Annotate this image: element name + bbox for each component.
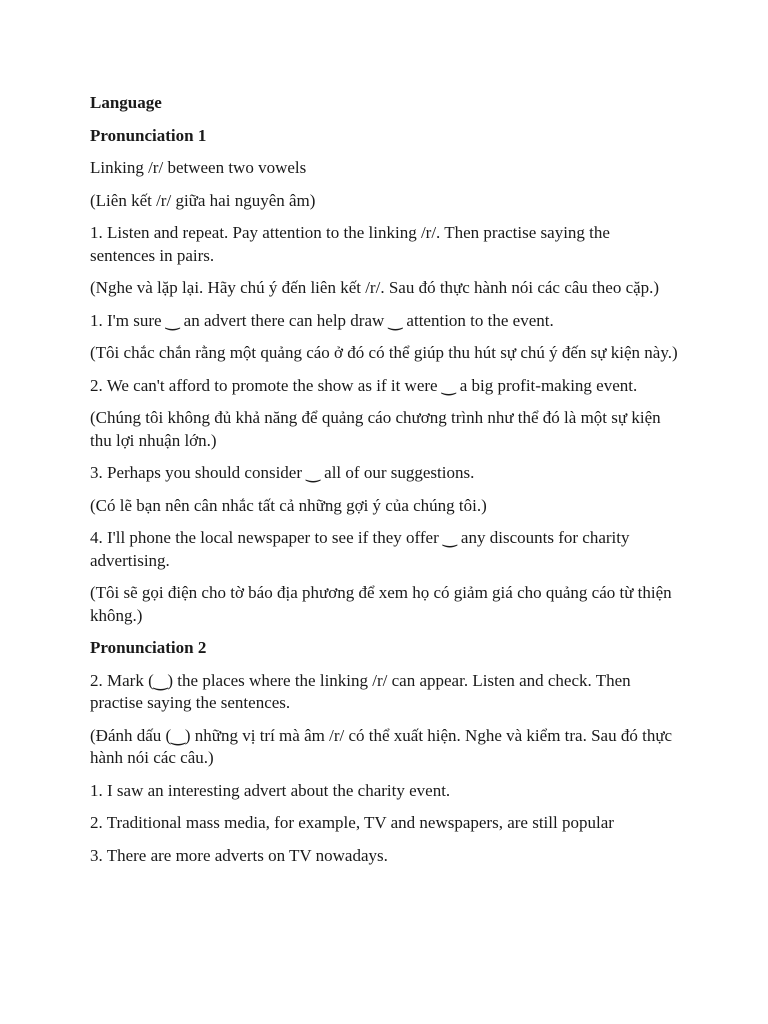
pronunciation-2-instruction: 2. Mark (‿) the places where the linking /r/ can appear. Listen and check. Then practise saying the sentences. <box>90 670 631 712</box>
pronunciation-1-instruction: 1. Listen and repeat. Pay attention to the linking /r/. Then practise saying the sentences in pairs. <box>90 223 610 265</box>
practice-sentence: 3. There are more adverts on TV nowadays. <box>90 845 388 865</box>
example-sentence-translation: (Tôi chắc chắn rằng một quảng cáo ở đó có thể giúp thu hút sự chú ý đến sự kiện này.) <box>90 343 678 362</box>
pronunciation-1-instruction-translation: (Nghe và lặp lại. Hãy chú ý đến liên kết /r/. Sau đó thực hành nói các câu theo cặp.) <box>90 278 660 297</box>
example-sentence-translation: (Có lẽ bạn nên cân nhắc tất cả những gợi ý của chúng tôi.) <box>90 495 487 515</box>
pronunciation-1-intro-translation: (Liên kết /r/ giữa hai nguyên âm) <box>90 190 316 210</box>
document-page <box>90 92 678 877</box>
example-sentence: 1. I'm sure ‿ an advert there can help draw ‿ attention to the event. <box>90 310 554 330</box>
example-sentence: 4. I'll phone the local newspaper to see if they offer ‿ any discounts for charity advertising. <box>90 528 630 570</box>
practice-sentence: 1. I saw an interesting advert about the charity event. <box>90 780 451 800</box>
example-sentence-translation: (Chúng tôi không đủ khả năng để quảng cáo chương trình như thể đó là một sự kiện thu lợi nhuận lớn.) <box>90 408 661 450</box>
example-sentence: 3. Perhaps you should consider ‿ all of our suggestions. <box>90 463 475 482</box>
pronunciation-2-heading: Pronunciation 2 <box>90 638 207 657</box>
pronunciation-1-intro: Linking /r/ between two vowels <box>90 158 307 177</box>
example-sentence-translation: (Tôi sẽ gọi điện cho tờ báo địa phương để xem họ có giảm giá cho quảng cáo từ thiện không.) <box>90 583 672 625</box>
pronunciation-2-instruction-translation: (Đánh dấu (‿) những vị trí mà âm /r/ có thể xuất hiện. Nghe và kiểm tra. Sau đó thực hành nói các câu.) <box>90 725 673 767</box>
section-title: Language <box>90 93 162 112</box>
pronunciation-1-heading: Pronunciation 1 <box>90 125 207 145</box>
practice-sentence: 2. Traditional mass media, for example, TV and newspapers, are still popular <box>90 813 614 832</box>
example-sentence: 2. We can't afford to promote the show as if it were ‿ a big profit-making event. <box>90 375 638 395</box>
